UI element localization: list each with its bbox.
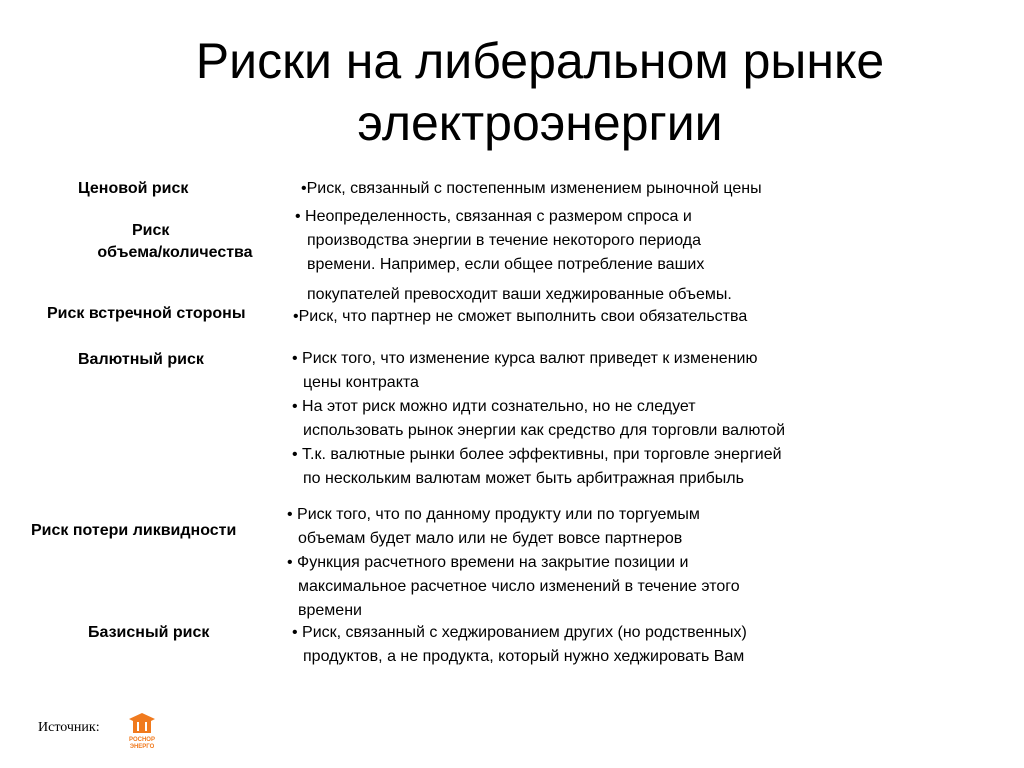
desc-line: • Риск, связанный с хеджированием других (но родственных) xyxy=(292,624,747,641)
desc-line: •Риск, что партнер не сможет выполнить свои обязательства xyxy=(293,308,748,325)
risk-label-line: Базисный риск xyxy=(88,624,210,641)
slide-title-line-2: электроэнергии xyxy=(357,95,723,151)
desc-line: времени. Например, если общее потребление ваших xyxy=(307,256,705,273)
desc-line: продуктов, а не продукта, который нужно хеджировать Вам xyxy=(303,648,745,665)
risk-desc-currency xyxy=(292,347,785,491)
desc-line: • Риск того, что изменение курса валют приведет к изменению xyxy=(292,350,758,367)
risk-label-volume xyxy=(70,220,280,264)
rosnor-energo-logo xyxy=(122,710,162,752)
desc-line: использовать рынок энергии как средство для торговли валютой xyxy=(303,422,785,439)
logo-text-top: РОСНОР xyxy=(129,737,155,743)
risk-label-basis xyxy=(88,622,209,644)
desc-line: производства энергии в течение некоторого периода xyxy=(307,232,702,249)
slide-title-line-1: Риски на либеральном рынке xyxy=(195,33,885,89)
risk-label-line: Ценовой риск xyxy=(78,180,189,197)
risk-label-line: объема/количества xyxy=(97,244,253,261)
risk-desc-counterparty xyxy=(293,305,747,329)
desc-line: объемам будет мало или не будет вовсе партнеров xyxy=(298,530,683,547)
risk-desc-basis xyxy=(292,621,747,669)
desc-line: по нескольким валютам может быть арбитражная прибыль xyxy=(303,470,744,487)
risk-label-price xyxy=(78,178,188,200)
risk-label-currency xyxy=(78,349,204,371)
desc-line: •Риск, связанный с постепенным изменением рыночной цены xyxy=(301,180,762,197)
desc-line: максимальное расчетное число изменений в течение этого xyxy=(298,578,740,595)
risk-label-liquidity xyxy=(31,520,236,542)
desc-line: • Неопределенность, связанная с размером спроса и xyxy=(295,208,692,225)
risk-desc-price xyxy=(301,177,762,201)
risk-desc-liquidity xyxy=(287,503,740,623)
risk-label-line: Валютный риск xyxy=(78,351,204,368)
risk-desc-volume xyxy=(295,205,732,307)
desc-line: цены контракта xyxy=(303,374,419,391)
desc-line: • Т.к. валютные рынки более эффективны, при торговле энергией xyxy=(292,446,782,463)
desc-line: • На этот риск можно идти сознательно, но не следует xyxy=(292,398,696,415)
desc-line: • Риск того, что по данному продукту или по торгуемым xyxy=(287,506,700,523)
desc-line: покупателей превосходит ваши хеджированные объемы. xyxy=(307,286,732,303)
risk-label-line: Риск встречной стороны xyxy=(47,305,246,322)
risk-label-line: Риск xyxy=(132,222,170,239)
logo-text-bottom: ЭНЕРГО xyxy=(129,744,155,750)
desc-line: • Функция расчетного времени на закрытие позиции и xyxy=(287,554,689,571)
desc-line: времени xyxy=(298,602,362,619)
risk-label-line: Риск потери ликвидности xyxy=(31,522,237,539)
slide-title xyxy=(110,30,970,154)
source-label: Источник: xyxy=(38,720,100,735)
risk-label-counterparty xyxy=(47,303,245,325)
